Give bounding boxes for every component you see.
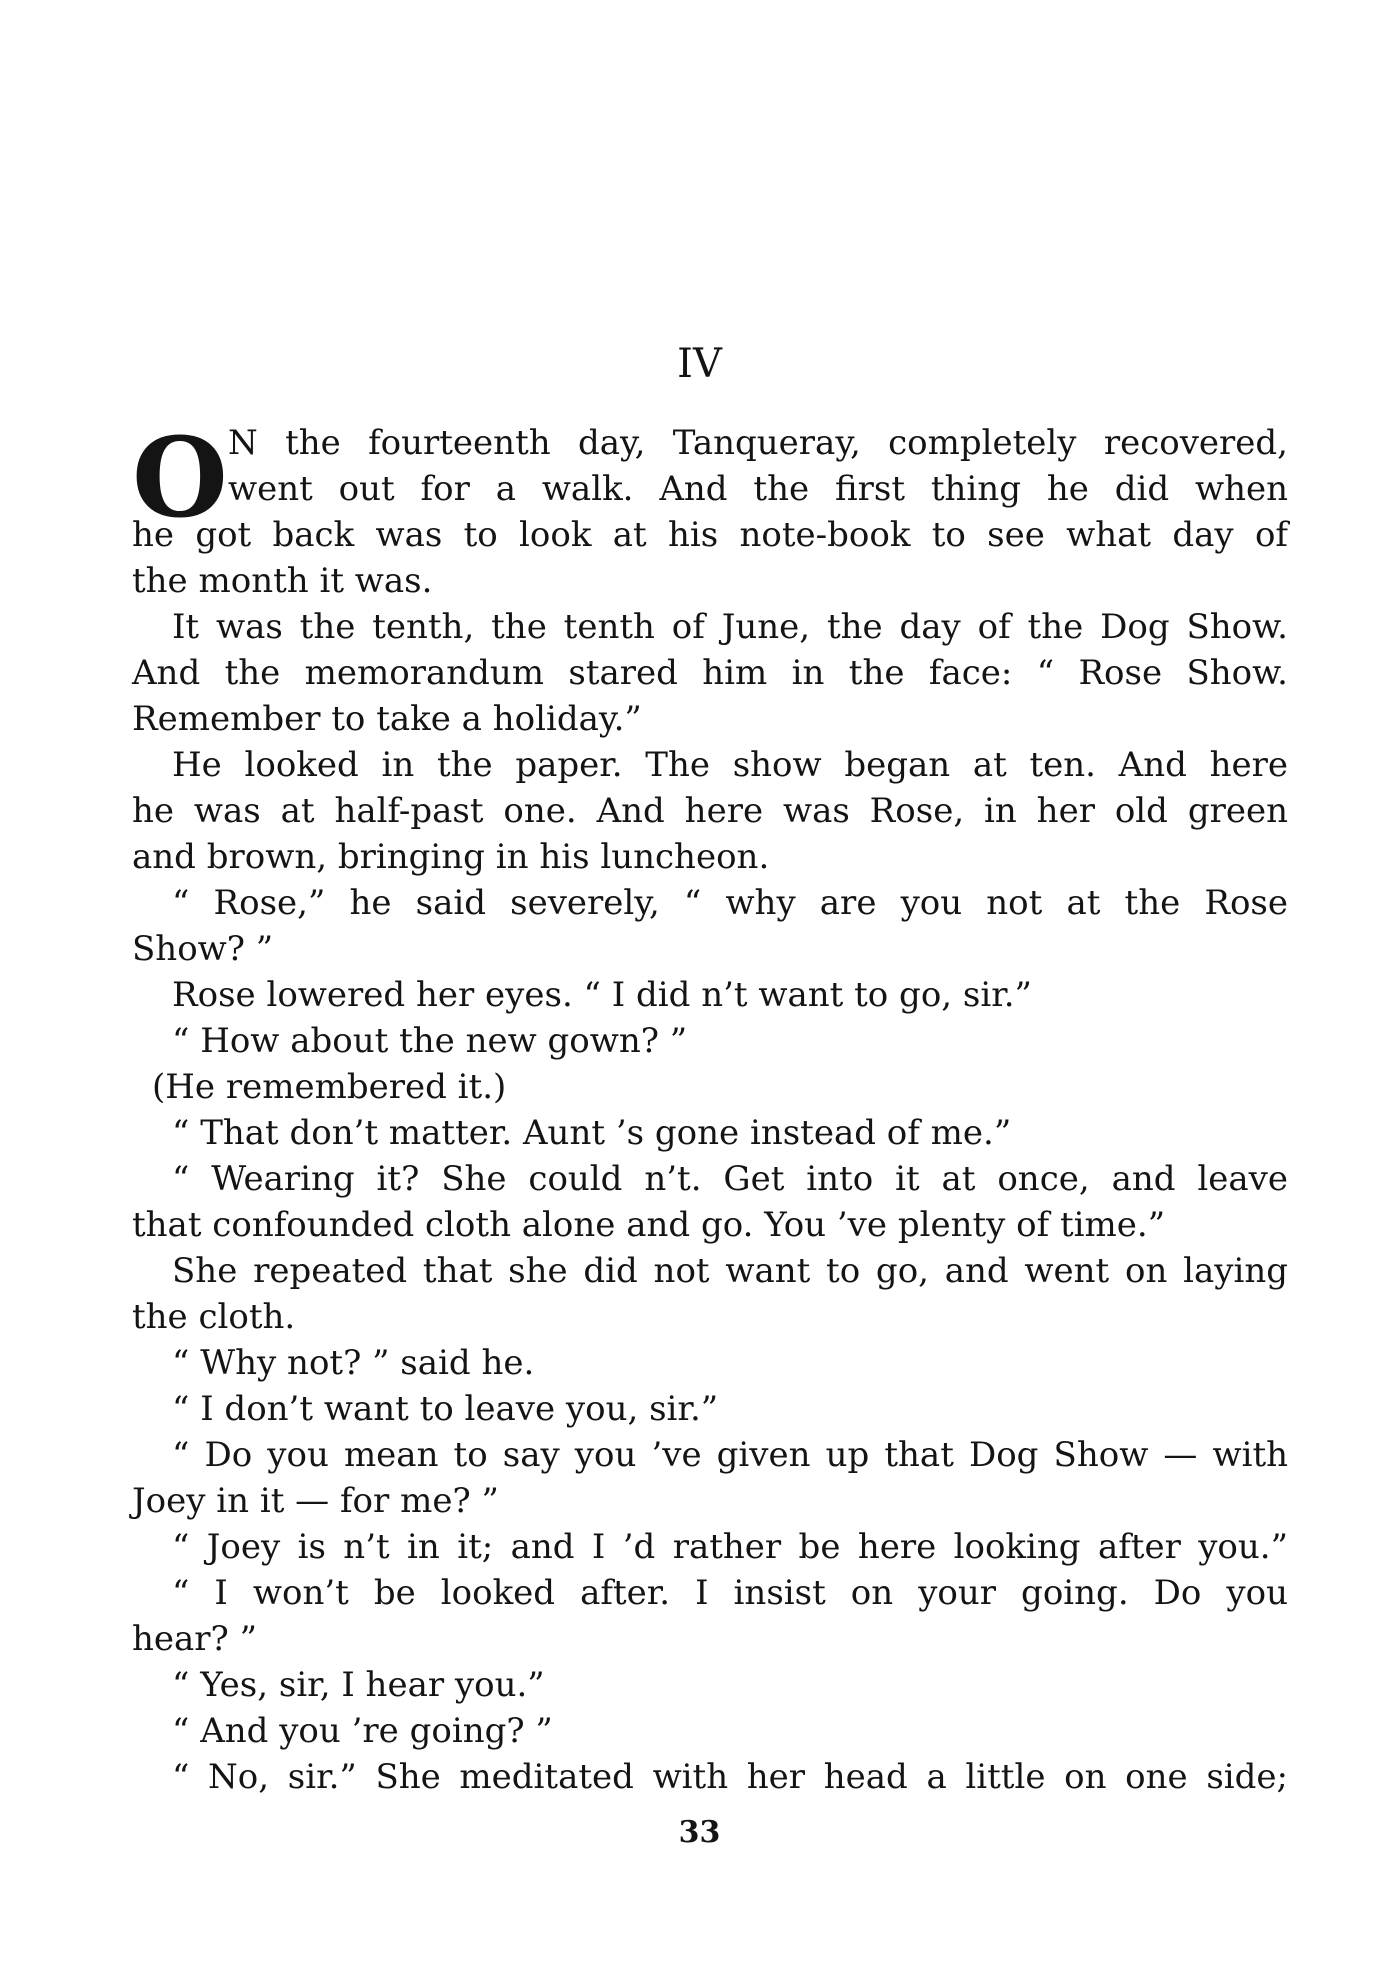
text-line: He looked in the paper. The show began at ten. And here bbox=[172, 745, 1288, 785]
text-line: N the fourteenth day, Tanqueray, completely recovered, bbox=[228, 423, 1288, 463]
text-line: he was at half-past one. And here was Rose, in her old green bbox=[132, 791, 1288, 831]
text-line: “ That don’t matter. Aunt ’s gone instead of me.” bbox=[172, 1113, 1012, 1153]
body-text bbox=[132, 413, 1288, 1800]
text-line: “ Wearing it? She could n’t. Get into it at once, and leave bbox=[172, 1159, 1288, 1199]
text-line: he got back was to look at his note-book to see what day of bbox=[132, 515, 1288, 555]
text-line: “ No, sir.” She meditated with her head a little on one side; bbox=[172, 1757, 1288, 1797]
text-line: “ Joey is n’t in it; and I ’d rather be here looking after you.” bbox=[172, 1527, 1288, 1567]
text-line: Show? ” bbox=[132, 929, 274, 969]
text-line: (He remembered it.) bbox=[152, 1067, 507, 1107]
text-line: “ I don’t want to leave you, sir.” bbox=[172, 1389, 719, 1429]
text-line: It was the tenth, the tenth of June, the day of the Dog Show. bbox=[172, 607, 1288, 647]
text-line: “ Why not? ” said he. bbox=[172, 1343, 535, 1383]
page-number: 33 bbox=[678, 1815, 721, 1850]
text-line: Remember to take a holiday.” bbox=[132, 699, 642, 739]
text-line: hear? ” bbox=[132, 1619, 257, 1659]
text-line: the cloth. bbox=[132, 1297, 296, 1337]
text-line: And the memorandum stared him in the face: “ Rose Show. bbox=[132, 653, 1288, 693]
text-line: went out for a walk. And the first thing he did when bbox=[228, 469, 1288, 509]
drop-cap: O bbox=[132, 413, 228, 542]
text-line: Joey in it — for me? ” bbox=[132, 1481, 499, 1521]
text-line: She repeated that she did not want to go, and went on laying bbox=[172, 1251, 1288, 1291]
text-line: “ How about the new gown? ” bbox=[172, 1021, 688, 1061]
text-line: “ I won’t be looked after. I insist on your going. Do you bbox=[172, 1573, 1288, 1613]
text-line: that confounded cloth alone and go. You ’ve plenty of time.” bbox=[132, 1205, 1166, 1245]
text-line: the month it was. bbox=[132, 561, 433, 601]
text-line: Rose lowered her eyes. “ I did n’t want to go, sir.” bbox=[172, 975, 1032, 1015]
text-line: “ Rose,” he said severely, “ why are you not at the Rose bbox=[172, 883, 1288, 923]
text-line: and brown, bringing in his luncheon. bbox=[132, 837, 770, 877]
chapter-heading: IV bbox=[677, 341, 722, 387]
text-line: “ Do you mean to say you ’ve given up that Dog Show — with bbox=[172, 1435, 1288, 1475]
text-line: “ And you ’re going? ” bbox=[172, 1711, 553, 1751]
text-line: “ Yes, sir, I hear you.” bbox=[172, 1665, 545, 1705]
